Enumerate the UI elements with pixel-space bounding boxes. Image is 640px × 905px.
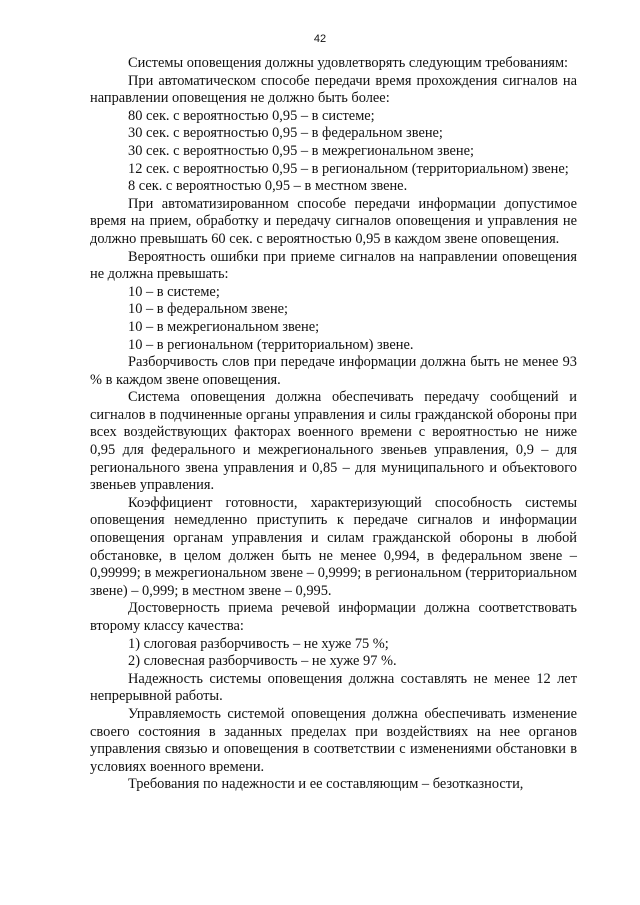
list-item: 30 сек. с вероятностью 0,95 – в федеральном звене; [128, 125, 443, 142]
list-item: 30 сек. с вероятностью 0,95 – в межрегиональном звене; [128, 142, 475, 159]
list-item: 10 – в межрегиональном звене; [128, 318, 320, 335]
list-item: 1) слоговая разборчивость – не хуже 75 %; [128, 635, 389, 652]
list-item: 10 – в региональном (территориальном) звене. [128, 336, 414, 353]
paragraph: Достоверность приема речевой информации должна соответствовать второму классу качества: [90, 600, 577, 634]
page-number: 42 [313, 33, 327, 45]
paragraph: Разборчивость слов при передаче информации должна быть не менее 93 % в каждом звене оповещения. [90, 354, 577, 388]
paragraph: Вероятность ошибки при приеме сигналов на направлении оповещения не должна превышать: [90, 248, 577, 283]
paragraph: Надежность системы оповещения должна составлять не менее 12 лет непрерывной работы. [90, 670, 577, 705]
paragraph: Управляемость системой оповещения должна обеспечивать изменение своего состояния в заданных пределах при воздействиях на нее органов управления связью и оповещения в соответствии с изменениями обстановки в условиях военного времени. [90, 705, 577, 775]
list-item: 2) словесная разборчивость – не хуже 97 %. [128, 653, 397, 670]
paragraph: При автоматическом способе передачи время прохождения сигналов на направлении оповещения не должно быть более: [90, 72, 577, 107]
list-item: 12 сек. с вероятностью 0,95 – в региональном (территориальном) звене; [128, 160, 569, 177]
list-item: 10 – в федеральном звене; [128, 301, 289, 318]
paragraph: Коэффициент готовности, характеризующий способность системы оповещения немедленно приступить к передаче сигналов и информации оповещения органам управления и силам гражданской обороны в любой обстановке, в целом должен быть не менее 0,994, в федеральном звене – 0,99999; в межрегиональном звене – 0,9999; в региональном (территориальном звене) – 0,999; в местном звене – 0,995. [90, 494, 577, 599]
list-item: 8 сек. с вероятностью 0,95 – в местном звене. [128, 178, 408, 195]
paragraph: Система оповещения должна обеспечивать передачу сообщений и сигналов в подчиненные органы управления и силы гражданской обороны при всех воздействующих факторах военного времени с вероятностью не ниже 0,95 для федерального и межрегионального звеньев управления, 0,9 – для регионального звена управления и 0,85 – для муниципального и объектового звеньев управления. [90, 389, 577, 494]
list-item: 80 сек. с вероятностью 0,95 – в системе; [128, 107, 375, 124]
list-item: 10 – в системе; [128, 283, 220, 300]
paragraph: Системы оповещения должны удовлетворять следующим требованиям: [128, 55, 569, 71]
paragraph: При автоматизированном способе передачи информации допустимое время на прием, обработку и передачу сигналов оповещения и управления не должно превышать 60 сек. с вероятностью 0,95 в каждом звене оповещения. [90, 195, 577, 247]
paragraph: Требования по надежности и ее составляющим – безотказности, [128, 776, 524, 793]
document-body [90, 55, 577, 794]
